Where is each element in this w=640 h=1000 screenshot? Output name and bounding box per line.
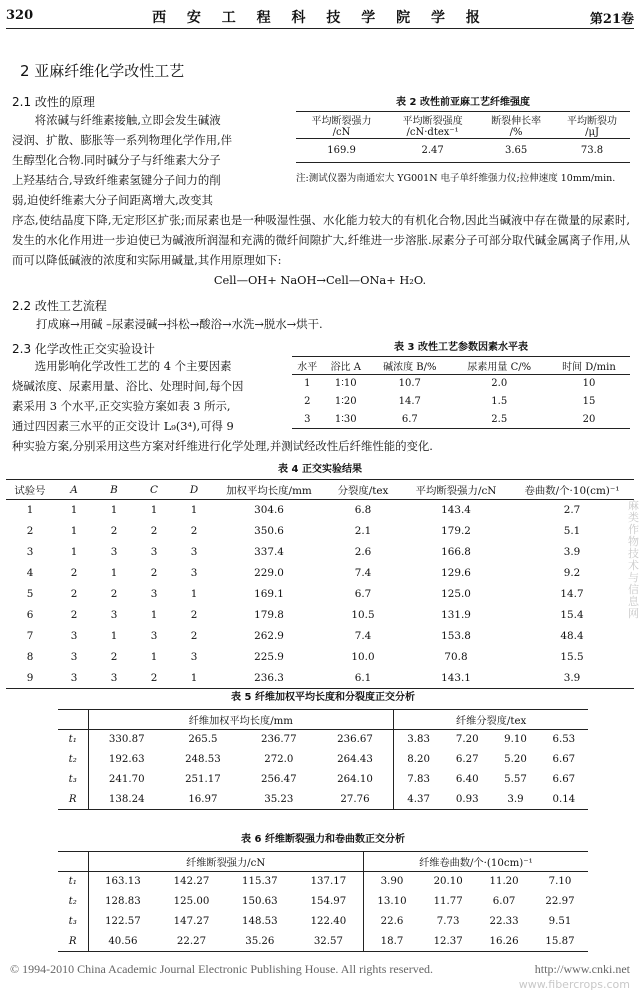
table-cell: 3	[26, 546, 34, 558]
table-cell: 2	[190, 630, 198, 642]
table-cell: 15	[582, 396, 596, 407]
table-cell: 2.7	[563, 504, 581, 517]
table-cell: 179.2	[441, 525, 471, 537]
table-cell: 10.5	[351, 609, 375, 621]
text-line: 烧碱浓度、尿素用量、浴比、处理时间,每个因	[12, 379, 244, 393]
table-cell: 2	[190, 609, 198, 621]
table-cell: 1	[190, 588, 198, 600]
table-cell: 2.0	[491, 378, 508, 390]
table-cell: 2.47	[421, 145, 444, 156]
table-cell: 1	[110, 630, 118, 642]
table-cell: 6.67	[552, 754, 576, 765]
table-cell: 1.5	[491, 396, 508, 407]
table-cell: 1	[70, 546, 78, 558]
table-cell: 236.77	[260, 734, 297, 746]
table-2-note: 注:测试仪器为南通宏大 YG001N 电子单纤维强力仪;拉伸速度 10mm/min.	[296, 173, 616, 184]
table-cell: 350.6	[254, 525, 284, 537]
table-cell: 179.8	[254, 609, 284, 621]
table-row	[58, 790, 588, 810]
table-row	[6, 500, 634, 521]
table-cell: 3	[190, 546, 198, 558]
table-cell: 8	[26, 651, 34, 663]
table-cell: 3	[304, 413, 311, 425]
table-cell: 7.10	[548, 876, 572, 888]
table-4	[6, 460, 634, 689]
design-paragraph-full: 种实验方案,分别采用这些方案对纤维进行化学处理,并测试经改性后纤维性能的变化.	[12, 439, 433, 453]
table-cell: 225.9	[254, 651, 284, 663]
table-cell: 0.93	[455, 793, 479, 805]
table-row	[292, 393, 630, 411]
table-cell: 1	[150, 651, 158, 663]
table-5-group-header: 纤维分裂度/tex	[394, 710, 588, 730]
copyright-footer: © 1994-2010 China Academic Journal Electronic Publishing House. All rights reserved.	[10, 962, 434, 976]
table-cell: 40.56	[108, 935, 138, 947]
table-cell: 4	[26, 567, 34, 579]
table-cell: 3.9	[563, 671, 581, 684]
table-4-body	[6, 500, 634, 689]
table-cell: R	[58, 790, 88, 810]
table-cell: 1	[110, 504, 118, 517]
running-header	[6, 6, 634, 29]
table-cell: 9.10	[504, 734, 527, 746]
table-cell: t₃	[58, 912, 88, 932]
table-cell: 3.9	[507, 793, 524, 805]
table-2-grid	[296, 111, 630, 163]
table-cell: 1	[150, 609, 158, 621]
table-row	[6, 563, 634, 584]
table-cell: 1∶10	[334, 378, 357, 390]
table-row	[292, 375, 630, 393]
principle-paragraph-full: 序态,使结晶度下降,无定形区扩张;而尿素也是一种吸湿性强、水化能力较大的有机化合物,因此当碱液中存在微量的尿素时,发生的水化作用进一步迫使已为碱液所润湿和充满的微纤间隙扩大,纤维进一步溶胀.尿素分子可部分取代碱金属离子作用,从而可以降低碱液的浓度和实际用碱量,其作用原理如下:	[12, 213, 630, 267]
table-cell: t₁	[58, 730, 88, 750]
table-row	[58, 872, 588, 892]
table-cell: 11.20	[489, 876, 519, 888]
table-cell: 122.40	[294, 912, 363, 932]
table-cell: 6.40	[455, 774, 479, 785]
table-cell: 2	[190, 525, 198, 537]
table-cell: 16.97	[188, 793, 218, 805]
table-cell: 153.8	[441, 630, 471, 642]
table-cell: 15.5	[560, 651, 584, 663]
table-cell: 1	[304, 378, 311, 390]
table-cell: 115.37	[242, 876, 278, 888]
table-cell: 5.57	[504, 774, 527, 785]
table-cell: 14.7	[560, 588, 584, 600]
table-cell: 142.27	[173, 876, 210, 888]
table-cell: 262.9	[254, 630, 284, 642]
table-cell: 1∶30	[334, 413, 357, 425]
text-line: 弱,迫使纤维素大分子间距离增大,改变其	[12, 193, 213, 207]
table-cell: 10.0	[351, 651, 375, 663]
reaction-equation: Cell—OH+ NaOH→Cell—ONa+ H₂O.	[213, 273, 427, 287]
table-cell: 241.70	[108, 774, 145, 785]
table-cell: 0.14	[552, 793, 576, 805]
text-line: 选用影响化学改性工艺的 4 个主要因素	[34, 359, 232, 373]
table-cell: 3	[110, 546, 118, 558]
table-cell: 3	[70, 671, 78, 684]
table-4-header: A	[54, 480, 94, 500]
volume-label: 第21卷	[589, 12, 634, 27]
table-cell: 169.9	[327, 145, 356, 156]
table-3-caption: 表 3 改性工艺参数因素水平表	[394, 342, 528, 353]
table-2-header: 断裂伸长率 /%	[478, 112, 554, 139]
side-watermark: 麻类作物技术与信息网	[628, 499, 639, 620]
table-6-body	[58, 872, 588, 952]
table-5-caption: 表 5 纤维加权平均长度和分裂度正交分析	[231, 692, 415, 703]
table-cell: t₂	[58, 750, 88, 770]
table-3-header: 水平	[292, 357, 323, 375]
table-cell: 143.1	[441, 671, 471, 684]
table-cell: t₃	[58, 770, 88, 790]
table-cell: 3.90	[380, 876, 404, 888]
table-cell: 22.27	[176, 935, 207, 947]
text-line: 生醇型化合物.同时碱分子与纤维素大分子	[12, 153, 221, 167]
table-4-header: 加权平均长度/mm	[214, 480, 324, 500]
table-cell: 125.00	[173, 896, 210, 907]
table-cell: 2	[150, 525, 158, 537]
table-6-group-header: 纤维断裂强力/cN	[88, 852, 363, 872]
table-4-header: D	[174, 480, 214, 500]
table-cell: 18.7	[380, 935, 404, 947]
table-5-grid	[58, 709, 588, 810]
table-cell: 8.20	[407, 754, 430, 765]
table-cell: 3.65	[504, 145, 528, 156]
text-line: 通过四因素三水平的正交设计 L₉(3⁴),可得 9	[12, 419, 234, 433]
table-cell: 5	[26, 588, 34, 600]
table-cell: 22.33	[489, 916, 519, 927]
table-cell: 2.5	[491, 413, 508, 425]
table-4-header: 平均断裂强力/cN	[402, 480, 510, 500]
table-row	[6, 647, 634, 668]
table-cell: 264.43	[317, 750, 394, 770]
table-row	[292, 411, 630, 429]
table-row	[58, 892, 588, 912]
table-6-corner	[58, 852, 88, 872]
text-line: 将浓碱与纤维素接触,立即会发生碱液	[34, 113, 221, 127]
table-cell: 2	[304, 396, 311, 407]
bottom-watermark: www.fibercrops.com	[518, 978, 630, 991]
text-line: 浸润、扩散、膨胀等一系列物理化学作用,伴	[12, 133, 233, 147]
table-cell: 9.51	[548, 916, 572, 927]
table-2-header: 平均断裂强度 /cN·dtex⁻¹	[387, 112, 478, 139]
table-cell: 20.10	[433, 876, 463, 888]
table-4-header: 分裂度/tex	[324, 480, 402, 500]
table-cell: 1	[70, 504, 78, 517]
table-row	[6, 521, 634, 542]
table-cell: 5.1	[563, 525, 581, 537]
table-cell: 2	[110, 525, 118, 537]
table-cell: t₂	[58, 892, 88, 912]
table-cell: 6.7	[354, 588, 372, 600]
table-5-corner	[58, 710, 88, 730]
table-2-header: 平均断裂强力 /cN	[296, 112, 387, 139]
table-6	[58, 830, 588, 952]
table-row	[58, 730, 588, 750]
design-paragraph-column	[12, 356, 286, 436]
table-cell: 6.8	[354, 504, 372, 517]
table-cell: 148.53	[242, 916, 278, 927]
subsection-heading-2-1: 2.1 改性的原理	[12, 95, 95, 109]
table-cell: 27.76	[317, 790, 394, 810]
table-cell: 1	[190, 671, 198, 684]
table-cell: 14.7	[398, 396, 421, 407]
table-3	[292, 338, 630, 429]
table-5-body	[58, 730, 588, 810]
text-line: 素采用 3 个水平,正交实验方案如表 3 所示,	[12, 399, 231, 413]
table-6-grid	[58, 851, 588, 952]
table-row	[58, 932, 588, 952]
table-cell: 3	[110, 671, 118, 684]
table-cell: 256.47	[260, 774, 297, 785]
footer-url[interactable]: http://www.cnki.net	[534, 962, 630, 976]
table-cell: 264.10	[317, 770, 394, 790]
table-cell: 3	[110, 609, 118, 621]
table-row	[6, 668, 634, 689]
table-cell: 2	[70, 609, 78, 621]
table-row	[58, 912, 588, 932]
table-4-header: C	[134, 480, 174, 500]
table-cell: 3	[190, 567, 198, 579]
table-cell: 251.17	[185, 774, 221, 785]
table-cell: 7.4	[354, 567, 372, 579]
table-cell: 3	[70, 630, 78, 642]
table-cell: 20	[582, 413, 596, 425]
table-cell: 6.7	[401, 413, 418, 425]
table-cell: 70.8	[444, 651, 468, 663]
table-cell: 35.26	[245, 935, 275, 947]
table-2-header: 平均断裂功 /μJ	[554, 112, 630, 139]
process-flow: 打成麻→用碱 –尿素浸碱→抖松→酸浴→水洗→脱水→烘干.	[36, 317, 323, 331]
table-row	[58, 770, 588, 790]
table-cell: 304.6	[254, 504, 284, 517]
table-cell: 272.0	[264, 754, 294, 765]
table-cell: 48.4	[560, 630, 584, 642]
table-cell: 2	[110, 651, 118, 663]
table-2	[296, 93, 630, 187]
table-5-group-header: 纤维加权平均长度/mm	[88, 710, 394, 730]
table-cell: 2	[150, 671, 158, 684]
table-cell: 147.27	[173, 916, 210, 927]
table-cell: 10.7	[398, 378, 421, 390]
table-cell: 6.53	[552, 734, 576, 746]
table-row	[6, 542, 634, 563]
table-cell: 166.8	[441, 546, 471, 558]
table-cell: 2.6	[354, 546, 372, 558]
table-row	[6, 584, 634, 605]
table-cell: 330.87	[108, 734, 145, 746]
table-cell: 16.26	[489, 935, 519, 947]
table-cell: 1∶20	[334, 396, 357, 407]
table-cell: 137.17	[294, 872, 363, 892]
table-cell: 131.9	[441, 609, 471, 621]
table-4-header: 卷曲数/个·10(cm)⁻¹	[510, 480, 634, 500]
table-cell: 2	[26, 525, 34, 537]
table-cell: 22.6	[380, 916, 404, 927]
section-heading: 2 亚麻纤维化学改性工艺	[20, 62, 185, 80]
table-cell: 128.83	[105, 896, 141, 907]
table-cell: 6.1	[354, 671, 372, 684]
table-cell: 10	[582, 378, 596, 390]
table-cell: 1	[110, 567, 118, 579]
table-cell: 2.1	[354, 525, 372, 537]
table-cell: 2	[70, 588, 78, 600]
table-cell: t₁	[58, 872, 88, 892]
table-cell: 248.53	[185, 754, 221, 765]
table-6-caption: 表 6 纤维断裂强力和卷曲数正交分析	[241, 834, 405, 845]
table-row	[296, 139, 630, 163]
table-row	[6, 605, 634, 626]
table-cell: 122.57	[105, 916, 141, 927]
table-3-header: 碱浓度 B/%	[369, 357, 451, 375]
table-cell: 236.67	[317, 730, 394, 750]
table-cell: 1	[70, 525, 78, 537]
table-cell: 22.97	[545, 896, 575, 907]
subsection-heading-2-3: 2.3 化学改性正交实验设计	[12, 342, 155, 356]
table-cell: 7.83	[407, 774, 430, 785]
table-cell: 7.4	[354, 630, 372, 642]
table-cell: 1	[150, 504, 158, 517]
table-cell: R	[58, 932, 88, 952]
table-cell: 12.37	[433, 935, 463, 947]
table-4-header: 试验号	[6, 480, 54, 500]
table-cell: 1	[190, 504, 198, 517]
table-5	[58, 688, 588, 810]
table-row	[6, 626, 634, 647]
table-cell: 73.8	[580, 145, 604, 156]
table-cell: 9	[26, 671, 34, 684]
table-cell: 265.5	[188, 734, 218, 746]
table-cell: 6.07	[492, 896, 516, 907]
table-2-caption: 表 2 改性前亚麻工艺纤维强度	[396, 97, 530, 108]
table-3-header: 尿素用量 C/%	[451, 357, 548, 375]
table-cell: 11.77	[433, 896, 463, 907]
table-cell: 32.57	[294, 932, 363, 952]
journal-title: 西 安 工 程 科 技 学 院 学 报	[152, 10, 488, 26]
table-4-grid	[6, 479, 634, 689]
page-number: 320	[6, 8, 34, 23]
subsection-heading-2-2: 2.2 改性工艺流程	[12, 299, 107, 313]
table-cell: 6	[26, 609, 34, 621]
table-row	[58, 750, 588, 770]
table-cell: 3	[150, 546, 158, 558]
table-cell: 7.73	[436, 916, 460, 927]
table-cell: 236.3	[254, 671, 284, 684]
table-3-grid	[292, 356, 630, 429]
table-cell: 4.37	[407, 793, 430, 805]
table-cell: 169.1	[254, 588, 284, 600]
table-cell: 15.87	[545, 935, 575, 947]
table-cell: 2	[150, 567, 158, 579]
table-cell: 163.13	[105, 876, 141, 888]
table-cell: 15.4	[560, 609, 584, 621]
principle-paragraph-column	[12, 110, 290, 210]
table-cell: 138.24	[108, 793, 145, 805]
table-3-header: 时间 D/min	[548, 357, 630, 375]
table-4-header: B	[94, 480, 134, 500]
table-cell: 2	[70, 567, 78, 579]
table-cell: 1	[26, 504, 34, 517]
table-cell: 3.83	[407, 734, 430, 746]
table-cell: 143.4	[441, 504, 471, 517]
table-cell: 7.20	[455, 734, 479, 746]
table-cell: 7	[26, 630, 34, 642]
table-cell: 35.23	[264, 793, 294, 805]
table-cell: 3	[190, 651, 198, 663]
table-cell: 9.2	[563, 567, 581, 579]
table-4-caption: 表 4 正交实验结果	[278, 464, 362, 475]
table-cell: 6.67	[552, 774, 576, 785]
table-cell: 3	[70, 651, 78, 663]
table-cell: 3.9	[563, 546, 581, 558]
table-cell: 5.20	[504, 754, 527, 765]
table-cell: 2	[110, 588, 118, 600]
table-cell: 6.27	[455, 754, 479, 765]
table-cell: 150.63	[242, 896, 278, 907]
table-cell: 3	[150, 588, 158, 600]
table-cell: 3	[150, 630, 158, 642]
table-cell: 13.10	[377, 896, 407, 907]
table-cell: 154.97	[294, 892, 363, 912]
table-cell: 229.0	[254, 567, 284, 579]
table-3-header: 浴比 A	[323, 357, 369, 375]
table-cell: 192.63	[108, 754, 145, 765]
table-cell: 337.4	[254, 546, 284, 558]
table-cell: 129.6	[441, 567, 471, 579]
table-6-group-header: 纤维卷曲数/个·(10cm)⁻¹	[363, 852, 588, 872]
table-cell: 125.0	[441, 588, 471, 600]
text-line: 上羟基结合,导致纤维素氢键分子间力的削	[12, 173, 221, 187]
